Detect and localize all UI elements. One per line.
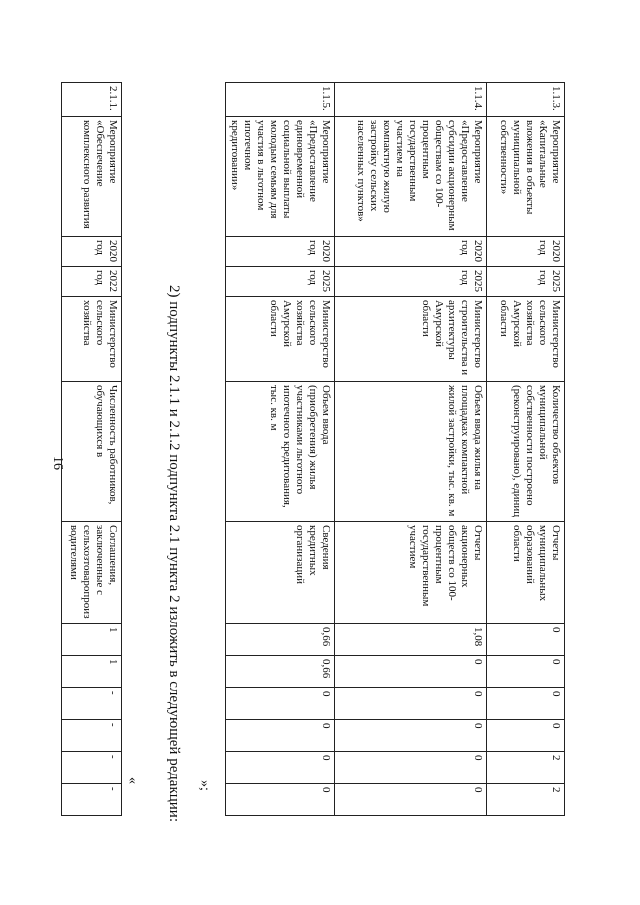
activity-name: Мероприятие «Предоставление субсидии акционерным обществам со 100-процентным государственным участием на компактную жилую застройку сельских населенных пунктов» (335, 117, 487, 237)
activity-name: Мероприятие «Капитальные вложения в объекты муниципальной собственности» (487, 117, 565, 237)
value-cell: 2 (487, 784, 565, 816)
value-cell: - (62, 688, 122, 720)
executor: Министерство сельского хозяйства (62, 297, 122, 382)
activity-name: Мероприятие «Обеспечение комплексного развития (62, 117, 122, 237)
value-cell: 0 (487, 720, 565, 752)
row-number: 2.1.1. (62, 83, 122, 117)
value-cell: 0 (226, 784, 335, 816)
table-row (62, 83, 122, 816)
section-heading: 2) подпункты 2.1.1 и 2.1.2 подпункта 2.1 пункта 2 изложить в следующей редакции: (166, 285, 182, 822)
value-cell: - (62, 752, 122, 784)
indicator: Объем ввода жилья на площадках компактной жилой застройки, тыс. кв. м (335, 382, 487, 522)
end-year: 2025 год (226, 267, 335, 297)
row-number: 1.1.5. (226, 83, 335, 117)
end-year: 2022 год (62, 267, 122, 297)
value-cell: 2 (487, 752, 565, 784)
value-cell: 0 (335, 656, 487, 688)
start-year: 2020 год (487, 237, 565, 267)
indicator: Объем ввода (приобретения) жилья участниками льготного ипотечного кредитования, тыс. кв. м (226, 382, 335, 522)
data-source: Сведения кредитных организаций (226, 522, 335, 624)
value-cell: 0 (335, 752, 487, 784)
executor: Министерство строительства и архитектуры Амурской области (335, 297, 487, 382)
start-year: 2020 год (226, 237, 335, 267)
value-cell: 0,66 (226, 624, 335, 656)
value-cell: 0 (487, 656, 565, 688)
executor: Министерство сельского хозяйства Амурской области (487, 297, 565, 382)
value-cell: 1 (62, 624, 122, 656)
start-year: 2020 год (62, 237, 122, 267)
executor: Министерство сельского хозяйства Амурской области (226, 297, 335, 382)
value-cell: 0 (335, 688, 487, 720)
value-cell: 0 (487, 688, 565, 720)
data-source: Отчеты акционерных обществ со 100-процентным государственным участием (335, 522, 487, 624)
end-year: 2025 год (487, 267, 565, 297)
start-year: 2020 год (335, 237, 487, 267)
table-row (487, 83, 565, 816)
data-source: Отчеты муниципальных образований области (487, 522, 565, 624)
data-source: Соглашения, заключенные с сельхозтоваропроизводителями (62, 522, 122, 624)
value-cell: 0,66 (226, 656, 335, 688)
closing-quote: »; (197, 780, 212, 791)
table-row (226, 83, 335, 816)
value-cell: 1 (62, 656, 122, 688)
program-table (225, 82, 565, 816)
row-number: 1.1.4. (335, 83, 487, 117)
row-number: 1.1.3. (487, 83, 565, 117)
page-number: 16 (50, 456, 65, 470)
indicator: Численность работников, обучающихся в (62, 382, 122, 522)
value-cell: - (62, 784, 122, 816)
value-cell: 0 (226, 752, 335, 784)
end-year: 2025 год (335, 267, 487, 297)
program-table-continuation (61, 82, 122, 816)
indicator: Количество объектов муниципальной собственности построено (реконструировано), единиц (487, 382, 565, 522)
value-cell: 0 (335, 720, 487, 752)
table-row (335, 83, 487, 816)
value-cell: - (62, 720, 122, 752)
value-cell: 0 (335, 784, 487, 816)
opening-quote: « (125, 777, 140, 784)
value-cell: 0 (487, 624, 565, 656)
activity-name: Мероприятие «Предоставление единовременной социальной выплаты молодым семьям для участия в льготном ипотечном кредитовании» (226, 117, 335, 237)
value-cell: 0 (226, 720, 335, 752)
value-cell: 0 (226, 688, 335, 720)
value-cell: 1,08 (335, 624, 487, 656)
